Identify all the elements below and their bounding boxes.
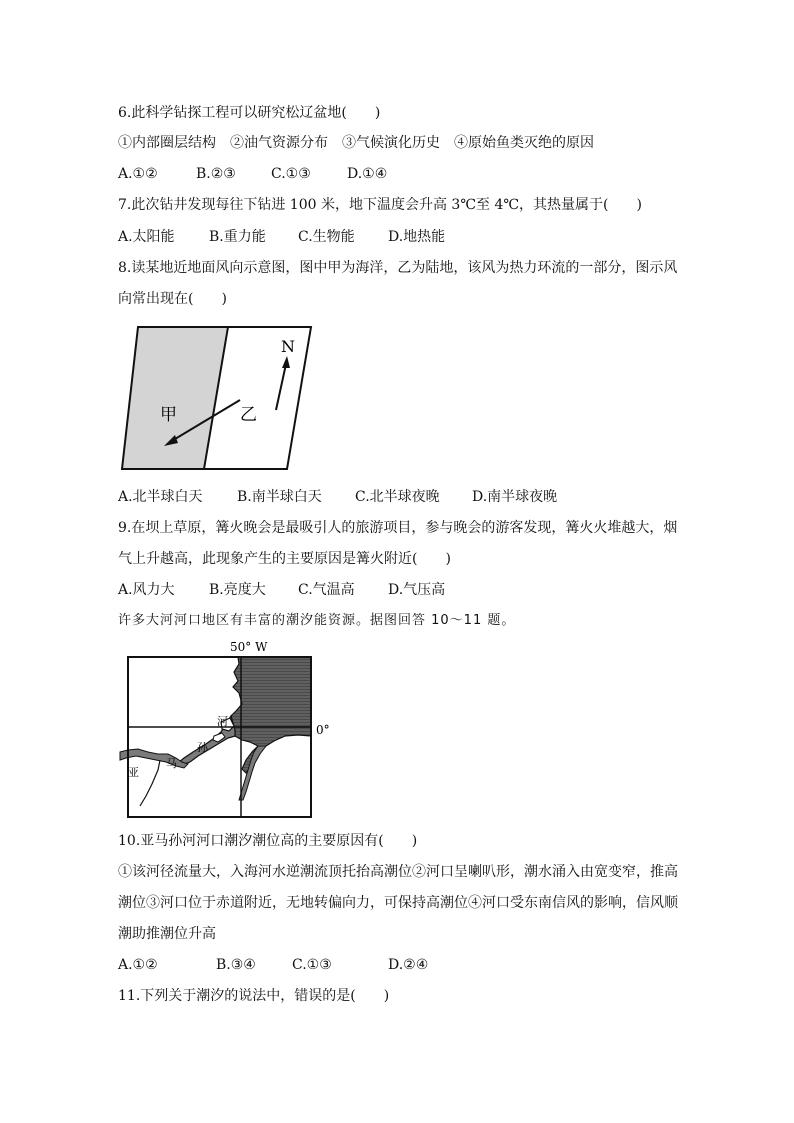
- q10-stem: 10.亚马孙河河口潮汐潮位高的主要原因有( ): [118, 833, 418, 849]
- q8-option-b: B.南半球白天: [237, 489, 322, 505]
- q7-option-b: B.重力能: [209, 229, 266, 245]
- river-char-3: 孙: [197, 741, 208, 754]
- label-north: N: [281, 337, 295, 356]
- north-arrow-head: [282, 356, 290, 368]
- q7-stem: 7.此次钻井发现每往下钻进 100 米，地下温度会升高 3℃至 4℃，其热量属于( ): [118, 197, 642, 213]
- q8-option-d: D.南半球夜晚: [472, 489, 558, 505]
- amazon-estuary-map: [118, 636, 348, 821]
- q6-option-b: B.②③: [196, 166, 236, 182]
- q9-option-a: A.风力大: [118, 582, 175, 598]
- q10-options: [118, 955, 428, 975]
- q9-option-c: C.气温高: [298, 582, 355, 598]
- q8-options: [118, 487, 557, 507]
- q6-option-c: C.①③: [271, 166, 311, 182]
- q6-option-a: A.①②: [118, 166, 158, 182]
- q10-option-a: A.①②: [118, 957, 158, 973]
- q7-option-a: A.太阳能: [118, 229, 175, 245]
- latitude-label: 0°: [316, 723, 330, 737]
- q7-option-c: C.生物能: [298, 229, 355, 245]
- q8-option-a: A.北半球白天: [118, 489, 203, 505]
- q9-options: [118, 580, 445, 600]
- longitude-label: 50° W: [230, 640, 268, 654]
- q10-items-line1: ①该河径流量大，入海河水逆潮流顶托抬高潮位②河口呈喇叭形，潮水涌入由宽变窄，推高: [118, 864, 678, 880]
- ocean-area: [231, 657, 311, 773]
- q9-stem-line2: 气上升越高，此现象产生的主要原因是篝火附近( ): [118, 551, 451, 567]
- q7-options: [118, 227, 445, 247]
- q10-items-line3: 潮助推潮位升高: [118, 926, 216, 942]
- river-char-4: 河: [217, 715, 228, 728]
- q9-option-b: B.亮度大: [209, 582, 266, 598]
- q10-option-d: D.②④: [388, 957, 429, 973]
- q10-option-c: C.①③: [292, 957, 332, 973]
- q6-options: [118, 164, 387, 184]
- river-char-2: 马: [166, 757, 177, 770]
- q11-stem: 11.下列关于潮汐的说法中，错误的是( ): [118, 988, 390, 1004]
- label-land: 乙: [240, 405, 257, 425]
- q10-items-line2: 潮位③河口位于赤道附近，无地转偏向力，可保持高潮位④河口受东南信风的影响，信风顺: [118, 895, 678, 911]
- tidal-intro-text: 许多大河河口地区有丰富的潮汐能资源。据图回答 10～11 题。: [118, 613, 516, 628]
- wind-direction-figure: [118, 322, 318, 472]
- q6-stem: 6.此科学钻探工程可以研究松辽盆地( ): [118, 105, 381, 121]
- q7-option-d: D.地热能: [388, 229, 446, 245]
- north-arrow-shaft: [276, 364, 286, 410]
- q8-stem-line2: 向常出现在( ): [118, 291, 227, 307]
- river-char-1: 亚: [128, 766, 139, 779]
- label-sea: 甲: [160, 405, 177, 425]
- q6-items: ①内部圈层结构 ②油气资源分布 ③气候演化历史 ④原始鱼类灭绝的原因: [118, 135, 594, 151]
- tributary: [140, 760, 160, 806]
- q8-stem-line1: 8.读某地近地面风向示意图，图中甲为海洋，乙为陆地，该风为热力环流的一部分，图示风: [118, 260, 678, 276]
- q9-stem-line1: 9.在坝上草原，篝火晚会是最吸引人的旅游项目，参与晚会的游客发现，篝火火堆越大，烟: [118, 520, 678, 536]
- q9-option-d: D.气压高: [388, 582, 446, 598]
- sea-area: [122, 327, 228, 469]
- q8-option-c: C.北半球夜晚: [355, 489, 440, 505]
- q6-option-d: D.①④: [347, 166, 388, 182]
- q10-option-b: B.③④: [216, 957, 256, 973]
